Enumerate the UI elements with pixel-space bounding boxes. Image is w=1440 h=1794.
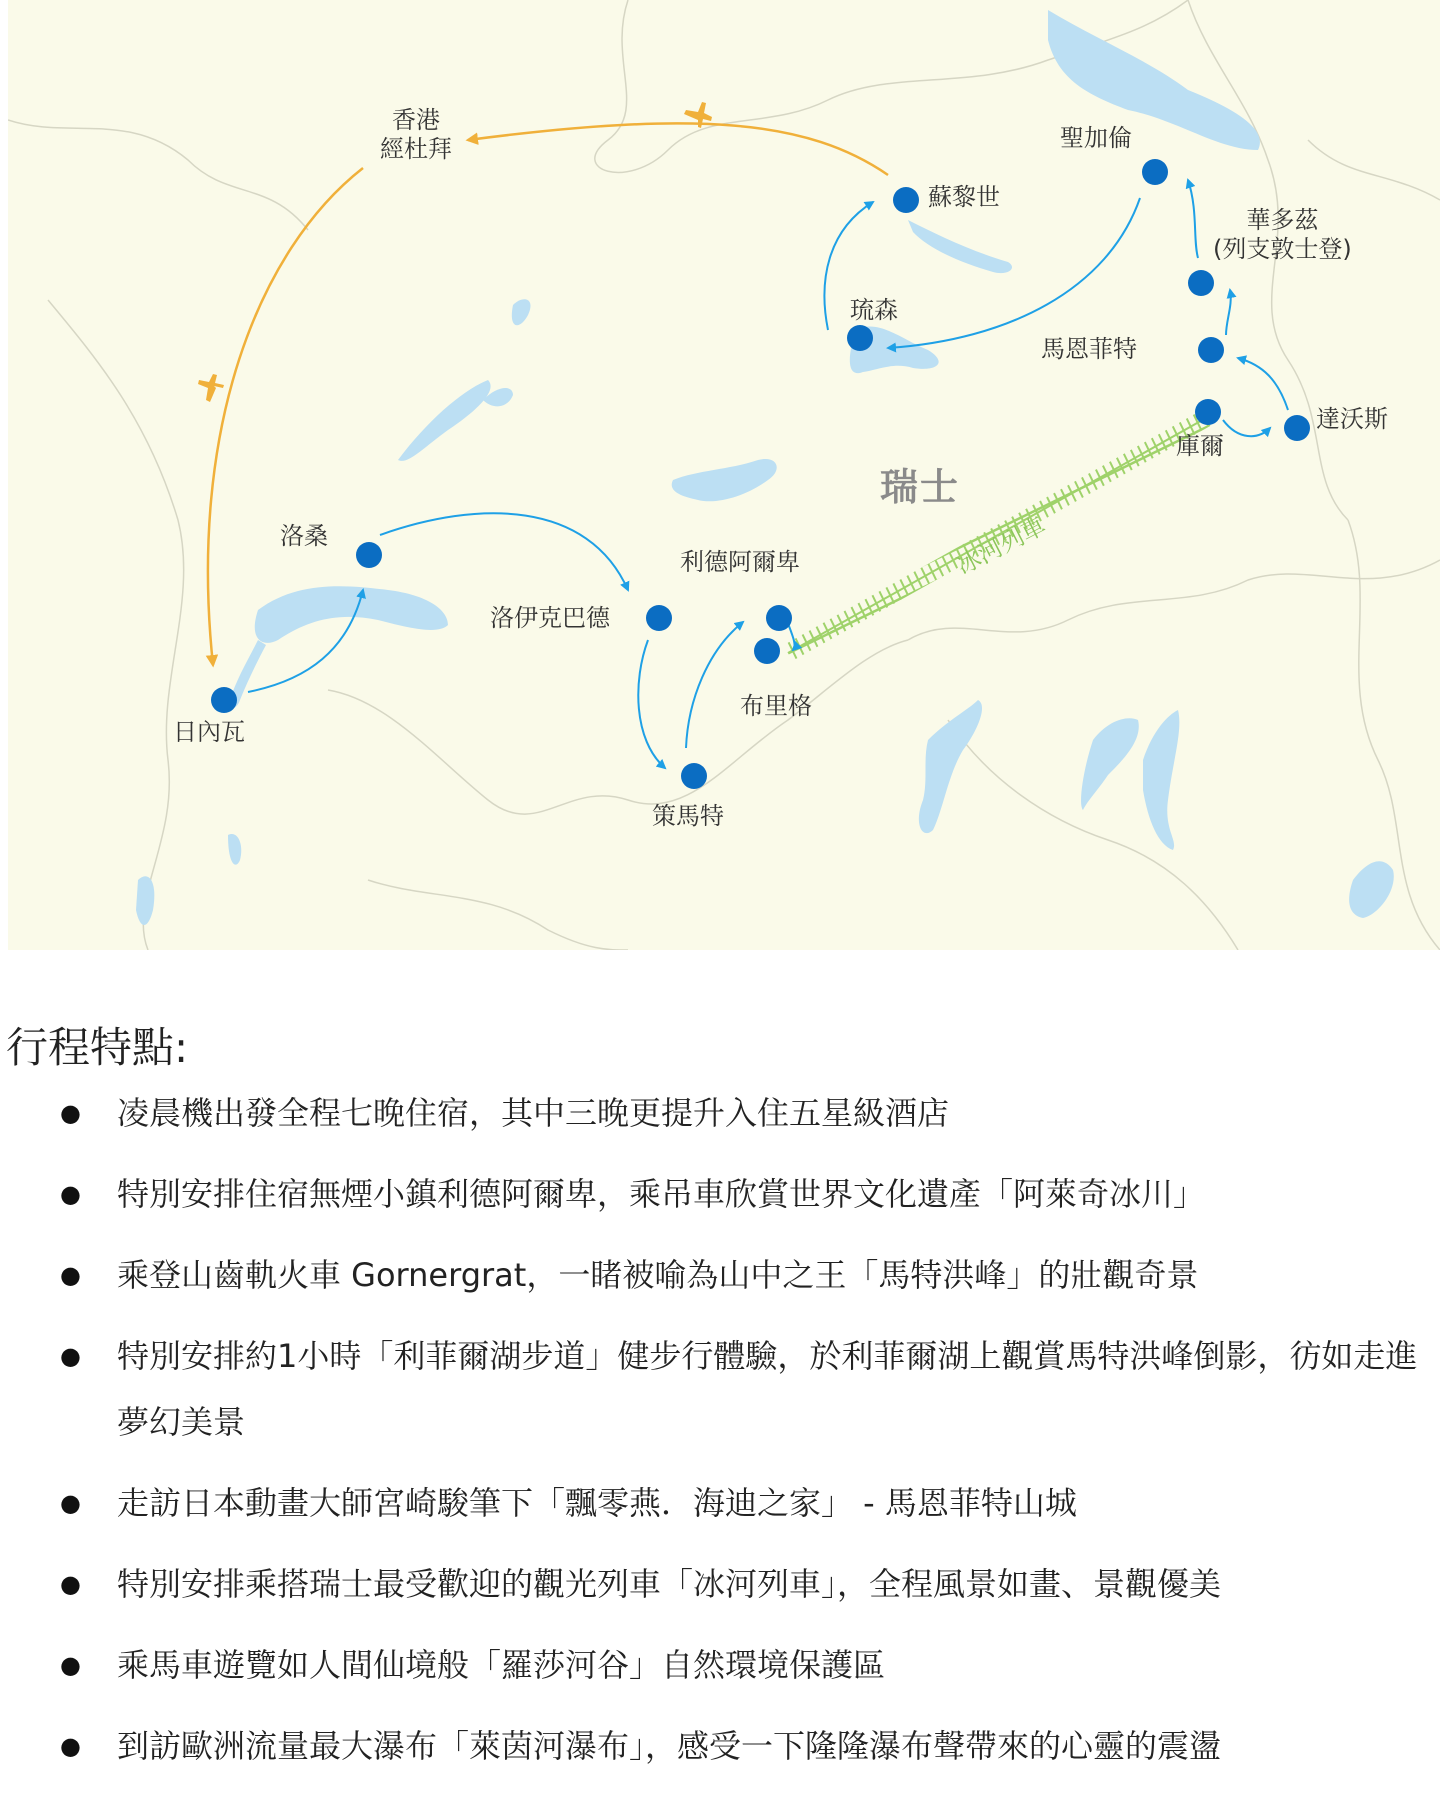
marker-st-gallen: [1142, 159, 1168, 185]
marker-leukerbad: [646, 605, 672, 631]
route-map: [8, 0, 1440, 950]
features-title: 行程特點:: [6, 1023, 189, 1072]
feature-text: 乘馬車遊覽如人間仙境般「羅莎河谷」自然環境保護區: [117, 1646, 886, 1684]
label-maienfeld: 馬恩菲特: [1041, 335, 1137, 363]
marker-maienfeld: [1198, 337, 1224, 363]
label-leukerbad: 洛伊克巴德: [490, 604, 610, 632]
label-geneva: 日內瓦: [173, 718, 245, 746]
label-brig: 布里格: [740, 692, 812, 720]
feature-item: [0, 1242, 1440, 1308]
label-vaduz-line2: (列支敦士登): [1213, 234, 1352, 263]
feature-item: [0, 1161, 1440, 1227]
bullet-icon: ●: [60, 1732, 81, 1760]
marker-vaduz: [1188, 270, 1214, 296]
marker-riederalp: [766, 605, 792, 631]
flight-routes: [208, 123, 888, 665]
label-lucerne: 琉森: [850, 296, 898, 324]
feature-item: [0, 1080, 1440, 1146]
label-hk-line1: 香港: [392, 106, 440, 134]
lakes: [136, 10, 1394, 925]
label-zurich: 蘇黎世: [928, 183, 1000, 211]
label-chur: 庫爾: [1176, 432, 1224, 460]
label-country: 瑞士: [880, 465, 961, 509]
bullet-icon: ●: [60, 1570, 81, 1598]
label-vaduz: [1213, 206, 1352, 264]
marker-lucerne: [847, 325, 873, 351]
label-glacier-express: 冰河列車: [952, 511, 1051, 580]
marker-geneva: [211, 687, 237, 713]
label-zermatt: 策馬特: [652, 802, 724, 830]
plane-icon: [198, 102, 712, 402]
marker-zermatt: [681, 763, 707, 789]
label-davos: 達沃斯: [1316, 405, 1388, 433]
bullet-icon: ●: [60, 1180, 81, 1208]
label-st-gallen: 聖加倫: [1060, 124, 1132, 152]
label-hk-dubai: [380, 106, 452, 164]
feature-item: [0, 1323, 1440, 1455]
feature-text: 特別安排住宿無煙小鎮利德阿爾卑，乘吊車欣賞世界文化遺產「阿萊奇冰川」: [117, 1175, 1206, 1213]
feature-item: [0, 1632, 1440, 1698]
marker-lausanne: [356, 542, 382, 568]
feature-item: [0, 1713, 1440, 1779]
feature-text: 凌晨機出發全程七晚住宿，其中三晚更提升入住五星級酒店: [117, 1094, 950, 1132]
feature-item: [0, 1551, 1440, 1617]
feature-item: [0, 1470, 1440, 1536]
bullet-icon: ●: [60, 1651, 81, 1679]
feature-text: 走訪日本動畫大師宮崎駿筆下「飄零燕．海迪之家」 - 馬恩菲特山城: [117, 1484, 1077, 1522]
bullet-icon: ●: [60, 1261, 81, 1289]
features-list: [0, 1080, 1440, 1794]
label-vaduz-line1: 華多茲: [1246, 206, 1319, 234]
marker-davos: [1284, 415, 1310, 441]
bullet-icon: ●: [60, 1099, 81, 1127]
feature-text: 特別安排乘搭瑞士最受歡迎的觀光列車「冰河列車」，全程風景如畫、景觀優美: [117, 1565, 1222, 1603]
feature-text: 特別安排約1小時「利菲爾湖步道」健步行體驗，於利菲爾湖上觀賞馬特洪峰倒影，彷如走進夢幻美景: [117, 1337, 1418, 1441]
label-hk-line2: 經杜拜: [380, 134, 452, 163]
feature-text: 乘登山齒軌火車 Gornergrat，一睹被喻為山中之王「馬特洪峰」的壯觀奇景: [117, 1256, 1199, 1294]
map-graphic: [8, 0, 1440, 950]
bullet-icon: ●: [60, 1342, 81, 1370]
marker-chur: [1195, 399, 1221, 425]
bullet-icon: ●: [60, 1489, 81, 1517]
label-lausanne: 洛桑: [280, 522, 328, 550]
marker-zurich: [893, 187, 919, 213]
label-riederalp: 利德阿爾卑: [680, 548, 800, 576]
marker-brig: [754, 638, 780, 664]
feature-text: 到訪歐洲流量最大瀑布「萊茵河瀑布」，感受一下隆隆瀑布聲帶來的心靈的震盪: [117, 1727, 1222, 1765]
